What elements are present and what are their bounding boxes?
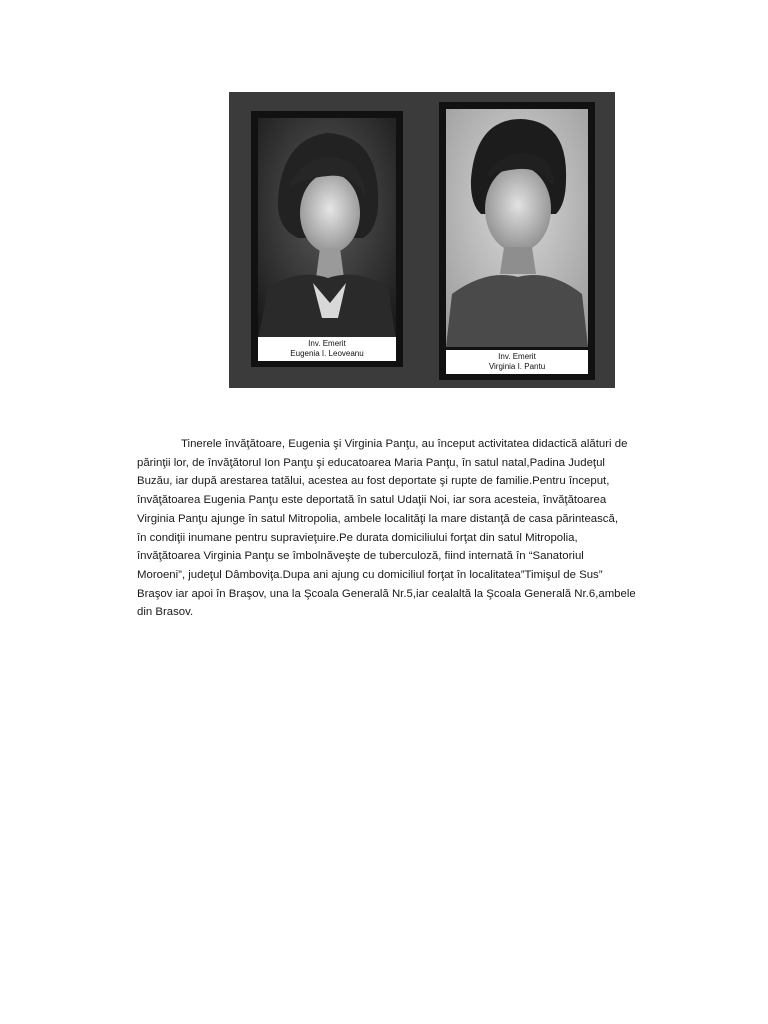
paragraph-line: Braşov iar apoi în Braşov, una la Şcoala Generală Nr.5,iar cealaltă la Şcoala Generală Nr.6,ambele <box>137 587 636 600</box>
portrait-frame-left <box>251 111 403 367</box>
paragraph-line: Buzău, iar după arestarea tatălui, acestea au fost deportate şi rupte de familie.Pentru început, <box>137 475 610 488</box>
paragraph-line: învăţătoarea Virginia Panţu se îmbolnăveşte de tuberculoză, fiind internată în “Sanatoriul <box>137 550 584 563</box>
portrait-caption-left <box>258 337 396 361</box>
paragraph-line: Moroeni”, judeţul Dâmboviţa.Dupa ani ajung cu domiciliul forţat în localitatea”Timişul de Sus” <box>137 568 603 581</box>
caption-name: Eugenia I. Leoveanu <box>290 349 364 358</box>
caption-title: Inv. Emerit <box>498 352 536 361</box>
caption-title: Inv. Emerit <box>308 339 346 348</box>
paragraph-line: părinţii lor, de învăţătorul Ion Panţu şi educatoarea Maria Panţu, în satul natal,Padina Judeţul <box>137 456 605 469</box>
caption-name: Virginia I. Pantu <box>488 362 546 371</box>
paragraph-line: Tinerele învăţătoare, Eugenia şi Virginia Panţu, au început activitatea didactică alături de <box>181 438 628 450</box>
portrait-photo-left <box>258 118 396 340</box>
paragraph-line: din Brasov. <box>137 606 194 619</box>
body-paragraph <box>137 435 682 622</box>
portrait-frame-right <box>439 102 595 380</box>
paragraph-line: Virginia Panţu ajunge în satul Mitropolia, ambele localităţi la mare distanţă de casa părintească, <box>137 512 619 525</box>
paragraph-line: învăţătoarea Eugenia Panţu este deportată în satul Udaţii Noi, iar sora acesteia, învăţătoarea <box>137 494 607 507</box>
portrait-photo-right <box>446 109 588 347</box>
paragraph-line: în condiţii inumane pentru supravieţuire.Pe durata domiciliului forţat din satul Mitropolia, <box>137 531 578 544</box>
photo-panel <box>229 92 615 388</box>
portrait-caption-right <box>446 350 588 374</box>
